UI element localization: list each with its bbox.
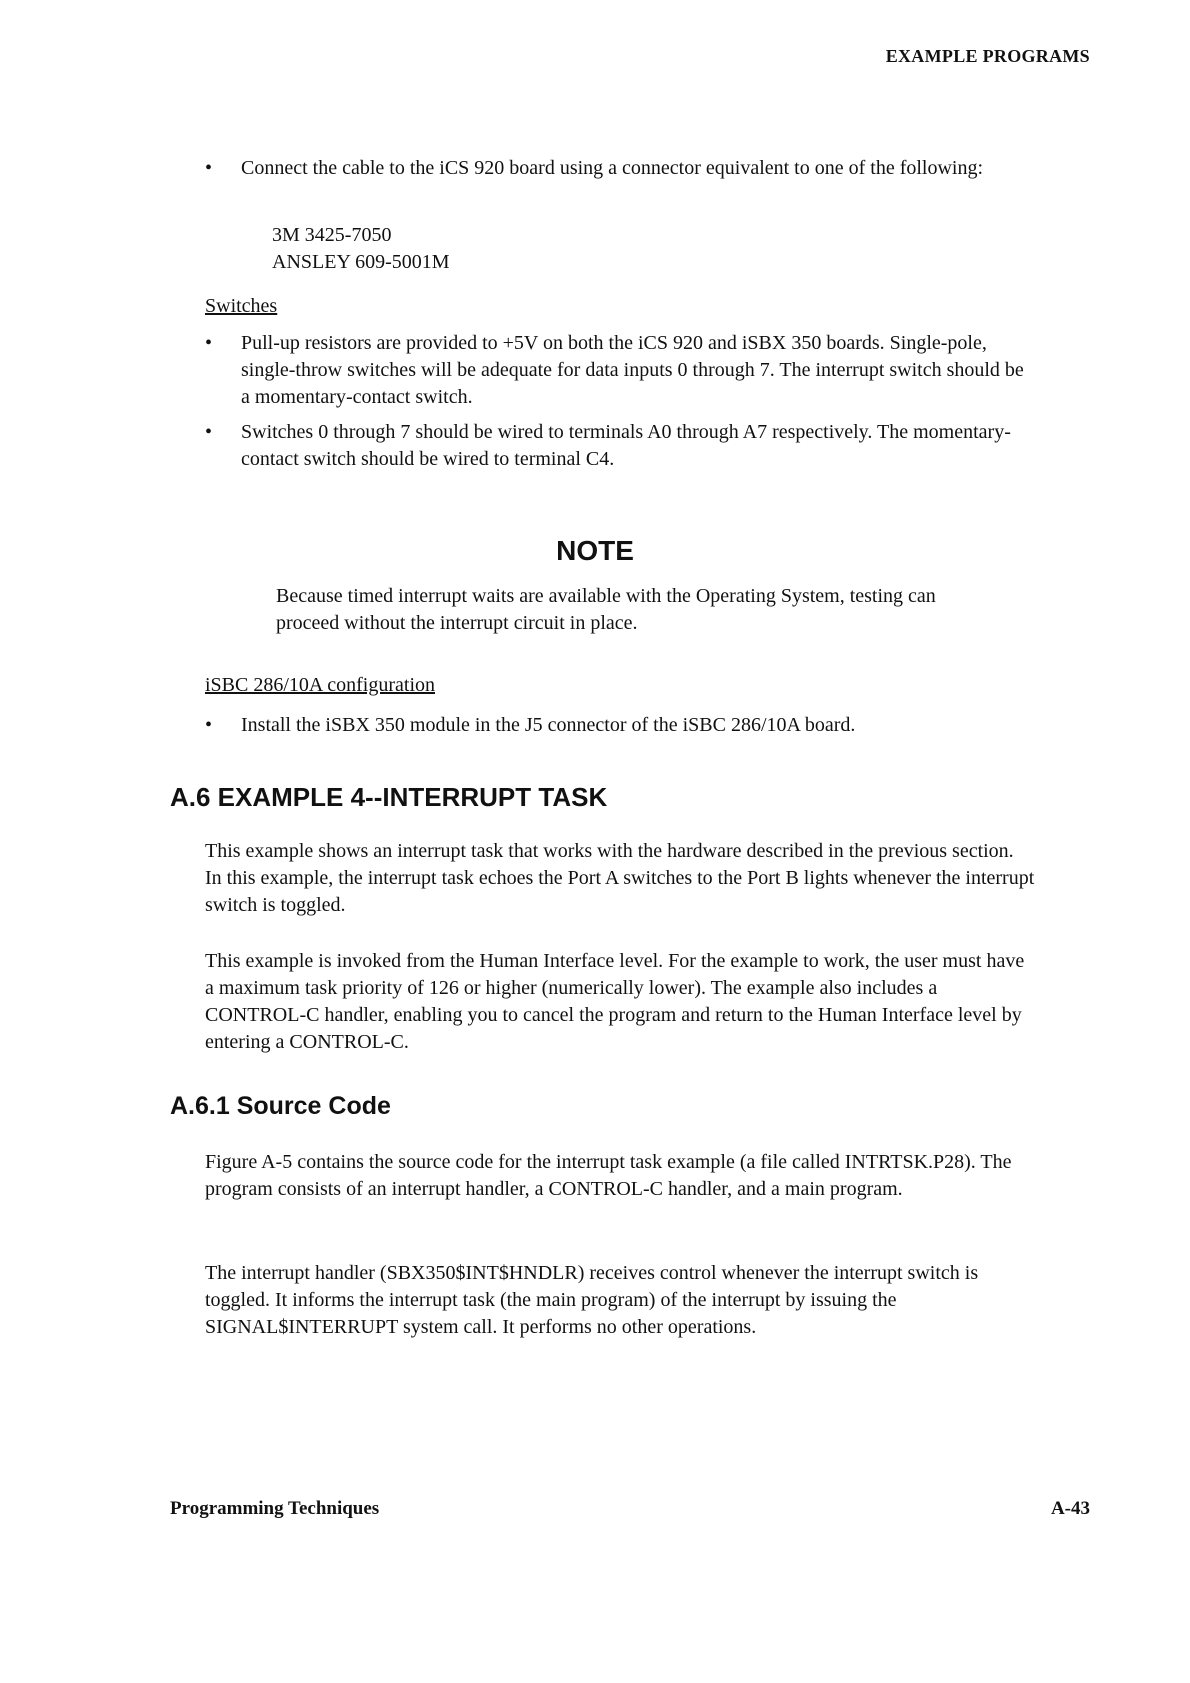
isbc-config-heading: iSBC 286/10A configuration [205, 674, 435, 696]
paragraph: The interrupt handler (SBX350$INT$HNDLR) receives control whenever the interrupt switch is toggled. It informs the interrupt task (the main program) of the interrupt by issuing the SIGNAL$INTERRUPT system call. It performs no other operations. [205, 1262, 979, 1338]
note-title: NOTE [556, 535, 634, 566]
bullet-text: Connect the cable to the iCS 920 board using a connector equivalent to one of the following: [241, 157, 984, 179]
running-header: EXAMPLE PROGRAMS [885, 46, 1090, 66]
bullet-icon: • [205, 332, 213, 354]
bullet-text: Switches 0 through 7 should be wired to terminals A0 through A7 respectively. The momentary-contact switch should be wired to terminal C4. [241, 421, 1011, 470]
list-item [205, 155, 1035, 182]
bullet-text: Install the iSBX 350 module in the J5 connector of the iSBC 286/10A board. [241, 714, 856, 736]
bullet-icon: • [205, 714, 213, 736]
page-number: A-43 [1050, 1498, 1090, 1519]
note-text: Because timed interrupt waits are available with the Operating System, testing can proceed without the interrupt circuit in place. [276, 585, 936, 634]
paragraph: Figure A-5 contains the source code for the interrupt task example (a file called INTRTSK.P28). The program consists of an interrupt handler, a CONTROL-C handler, and a main program. [205, 1151, 1012, 1200]
bullet-text: Pull-up resistors are provided to +5V on both the iCS 920 and iSBX 350 boards. Single-pole, single-throw switches will be adequate for data inputs 0 through 7. The interrupt switch should be a momentary-contact switch. [241, 332, 1024, 408]
part-number: 3M 3425-7050 [272, 224, 392, 246]
list-item [205, 419, 1035, 473]
footer-title: Programming Techniques [170, 1498, 380, 1519]
bullet-icon: • [205, 157, 213, 179]
paragraph: This example shows an interrupt task that works with the hardware described in the previous section. In this example, the interrupt task echoes the Port A switches to the Port B lights whenever the interrupt switch is toggled. [205, 840, 1035, 916]
connector-part-list [272, 222, 450, 276]
subsection-heading: A.6.1 Source Code [170, 1092, 391, 1120]
bullet-icon: • [205, 421, 213, 443]
paragraph: This example is invoked from the Human Interface level. For the example to work, the user must have a maximum task priority of 126 or higher (numerically lower). The example also includes a CONTROL-C handler, enabling you to cancel the program and return to the Human Interface level by entering a CONTROL-C. [205, 950, 1025, 1053]
list-item [205, 330, 1035, 411]
list-item [205, 712, 1035, 739]
section-heading: A.6 EXAMPLE 4--INTERRUPT TASK [170, 782, 608, 812]
part-number: ANSLEY 609-5001M [272, 251, 450, 273]
switches-heading: Switches [205, 295, 278, 317]
